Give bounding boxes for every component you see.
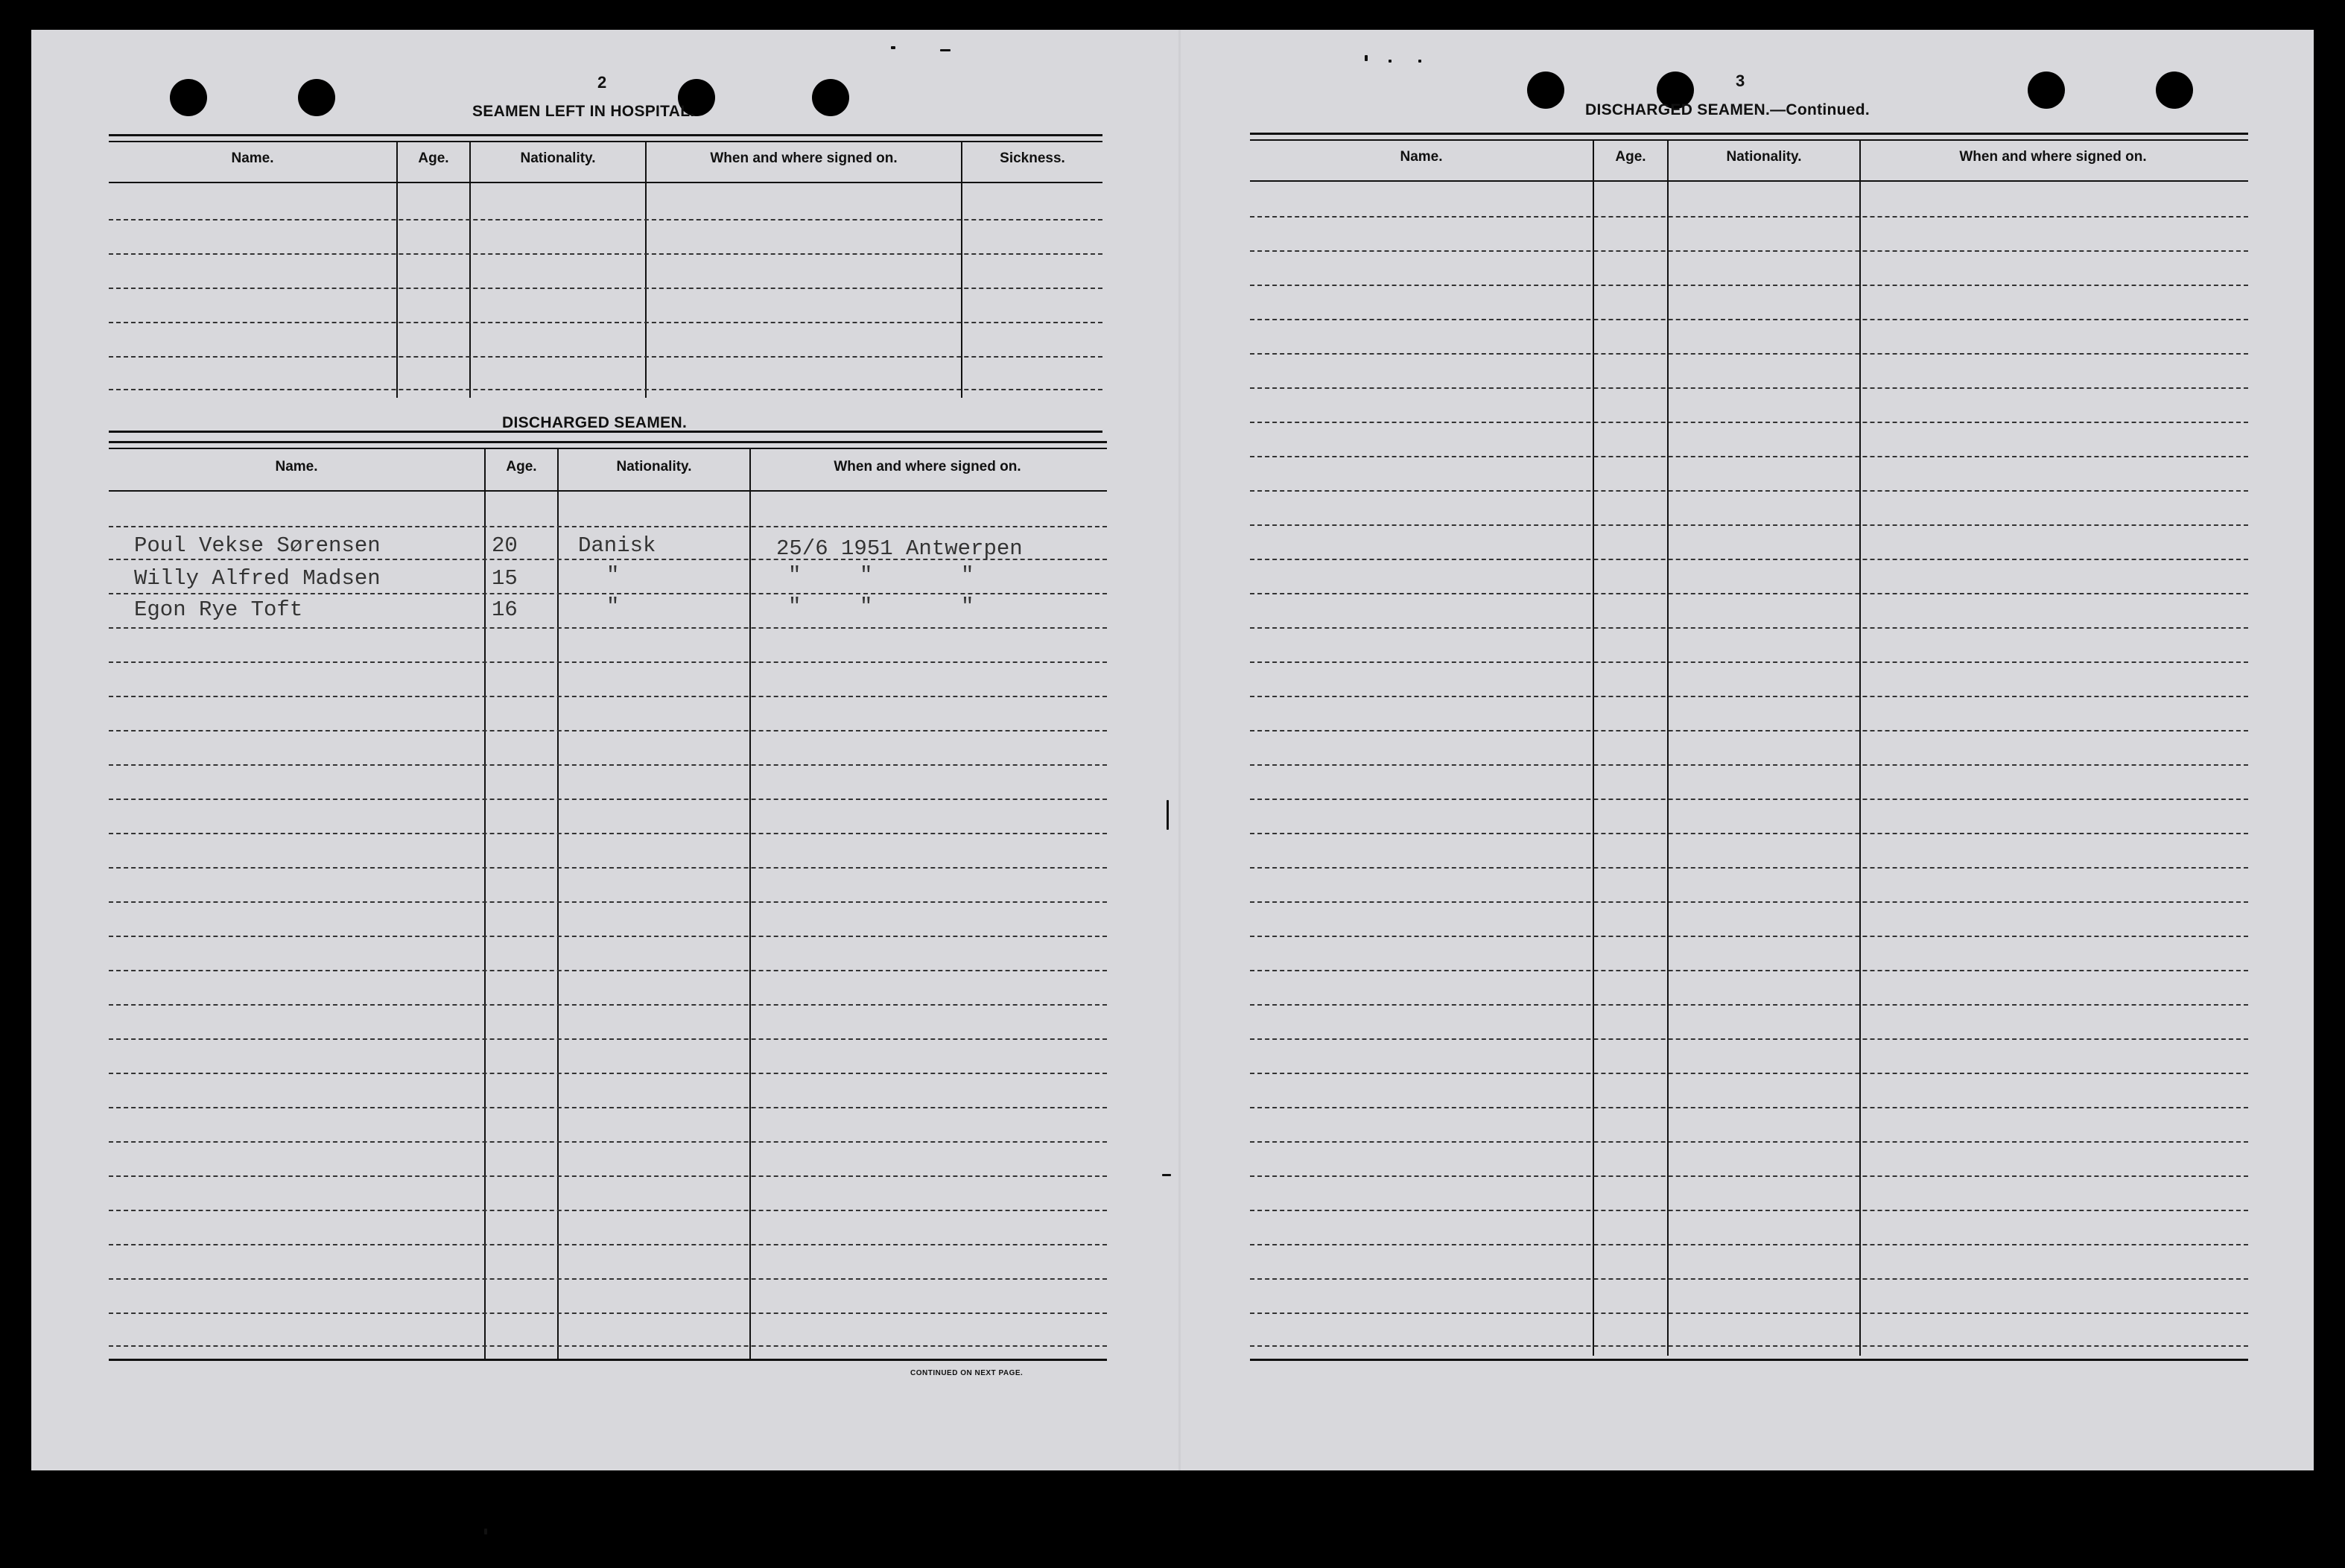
punch-hole — [170, 79, 207, 116]
col-header-age: Age. — [418, 150, 449, 166]
col-header-nationality: Nationality. — [1726, 149, 1802, 165]
speck — [1389, 60, 1392, 63]
col-header-nationality: Nationality. — [616, 459, 692, 474]
seaman-signed-on-port: " — [961, 563, 974, 588]
seaman-name: Willy Alfred Madsen — [134, 566, 381, 591]
speck — [1167, 800, 1169, 830]
col-header-name: Name. — [231, 150, 274, 166]
speck — [1418, 60, 1421, 63]
discharged-heading: DISCHARGED SEAMEN. — [502, 414, 688, 431]
discharged-continued-heading: DISCHARGED SEAMEN.—Continued. — [1585, 101, 1870, 118]
punch-hole — [2156, 72, 2193, 109]
col-header-name: Name. — [275, 459, 318, 474]
seaman-signed-on-port: " — [961, 594, 974, 619]
seaman-age: 15 — [492, 566, 518, 591]
speck — [891, 46, 895, 49]
col-header-signed-on: When and where signed on. — [834, 459, 1021, 474]
seaman-signed-on-date: " — [788, 563, 802, 588]
col-header-sickness: Sickness. — [1000, 150, 1065, 166]
page-number: 2 — [597, 73, 607, 92]
discharged-continued-table — [1250, 133, 2248, 1399]
discharged-table — [109, 441, 1107, 1402]
seaman-name: Poul Vekse Sørensen — [134, 533, 381, 558]
hospital-table — [109, 134, 1102, 447]
seaman-signed-on-year: " — [860, 594, 873, 619]
punch-hole — [2028, 72, 2065, 109]
col-header-age: Age. — [1615, 149, 1646, 165]
speck — [1162, 1174, 1171, 1176]
seaman-nationality: Danisk — [578, 533, 656, 558]
col-header-signed-on: When and where signed on. — [710, 150, 898, 166]
speck — [940, 49, 951, 51]
punch-hole — [812, 79, 849, 116]
seaman-age: 20 — [492, 533, 518, 558]
seaman-signed-on-date: " — [788, 594, 802, 619]
col-header-age: Age. — [506, 459, 537, 474]
col-header-signed-on: When and where signed on. — [1959, 149, 2147, 165]
page-number: 3 — [1736, 72, 1745, 90]
seaman-age: 16 — [492, 597, 518, 622]
col-header-name: Name. — [1400, 149, 1443, 165]
punch-hole — [1527, 72, 1564, 109]
continued-note: CONTINUED ON NEXT PAGE. — [910, 1369, 1024, 1377]
speck — [484, 1529, 487, 1534]
register-sheet — [31, 30, 2314, 1470]
seaman-nationality: " — [606, 563, 620, 588]
page-fold — [1178, 30, 1181, 1470]
speck — [1365, 55, 1368, 61]
hospital-heading: SEAMEN LEFT IN HOSPITAL. — [472, 103, 695, 120]
punch-hole — [298, 79, 335, 116]
seaman-signed-on-year: " — [860, 563, 873, 588]
col-header-nationality: Nationality. — [520, 150, 596, 166]
seaman-name: Egon Rye Toft — [134, 597, 303, 622]
seaman-signed-on: 25/6 1951 Antwerpen — [776, 536, 1023, 561]
seaman-nationality: " — [606, 594, 620, 619]
